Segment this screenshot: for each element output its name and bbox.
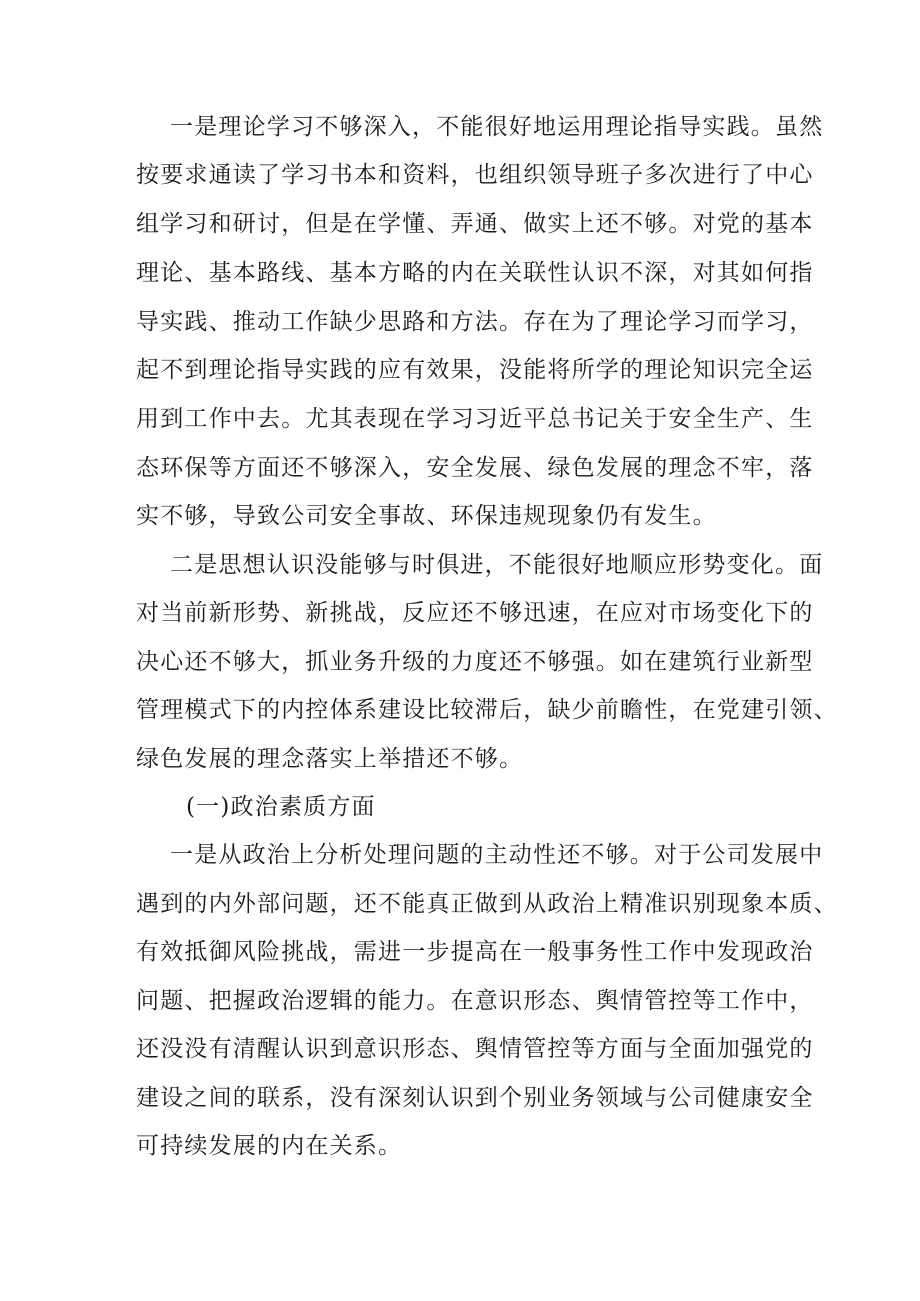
paragraph-1-line-4: 理论、基本路线、基本方略的内在关联性认识不深，对其如何指 bbox=[136, 260, 814, 286]
paragraph-1-line-5: 导实践、推动工作缺少思路和方法。存在为了理论学习而学习， bbox=[136, 309, 814, 335]
paragraph-3-line-5: 还没没有清醒认识到意识形态、舆情管控等方面与全面加强党的 bbox=[136, 1036, 814, 1062]
paragraph-1-line-2: 按要求通读了学习书本和资料，也组织领导班子多次进行了中心 bbox=[136, 162, 814, 188]
section-heading: (一)政治素质方面 bbox=[186, 794, 376, 820]
paragraph-2-line-5: 绿色发展的理念落实上举措还不够。 bbox=[136, 746, 524, 772]
paragraph-2-line-1: 二是思想认识没能够与时俱进，不能很好地顺应形势变化。面 bbox=[170, 552, 824, 578]
paragraph-3-line-1: 一是从政治上分析处理问题的主动性还不够。对于公司发展中 bbox=[170, 842, 824, 868]
paragraph-2-line-4: 管理模式下的内控体系建设比较滞后，缺少前瞻性，在党建引领、 bbox=[136, 697, 838, 723]
paragraph-1-line-8: 态环保等方面还不够深入，安全发展、绿色发展的理念不牢，落 bbox=[136, 455, 814, 481]
paragraph-3-line-2: 遇到的内外部问题，还不能真正做到从政治上精准识别现象本质、 bbox=[136, 891, 838, 917]
paragraph-1-line-3: 组学习和研讨，但是在学懂、弄通、做实上还不够。对党的基本 bbox=[136, 211, 814, 237]
paragraph-3-line-4: 问题、把握政治逻辑的能力。在意识形态、舆情管控等工作中， bbox=[136, 988, 814, 1014]
paragraph-1-line-1: 一是理论学习不够深入，不能很好地运用理论指导实践。虽然 bbox=[170, 114, 824, 140]
paragraph-3-line-7: 可持续发展的内在关系。 bbox=[136, 1133, 403, 1159]
paragraph-3-line-3: 有效抵御风险挑战，需进一步提高在一般事务性工作中发现政治 bbox=[136, 939, 814, 965]
paragraph-1-line-7: 用到工作中去。尤其表现在学习习近平总书记关于安全生产、生 bbox=[136, 406, 814, 432]
paragraph-2-line-3: 决心还不够大，抓业务升级的力度还不够强。如在建筑行业新型 bbox=[136, 649, 814, 675]
paragraph-2-line-2: 对当前新形势、新挑战，反应还不够迅速，在应对市场变化下的 bbox=[136, 600, 814, 626]
paragraph-3-line-6: 建设之间的联系，没有深刻认识到个别业务领域与公司健康安全 bbox=[136, 1085, 814, 1111]
paragraph-1-line-9: 实不够，导致公司安全事故、环保违规现象仍有发生。 bbox=[136, 503, 717, 529]
paragraph-1-line-6: 起不到理论指导实践的应有效果，没能将所学的理论知识完全运 bbox=[136, 357, 814, 383]
